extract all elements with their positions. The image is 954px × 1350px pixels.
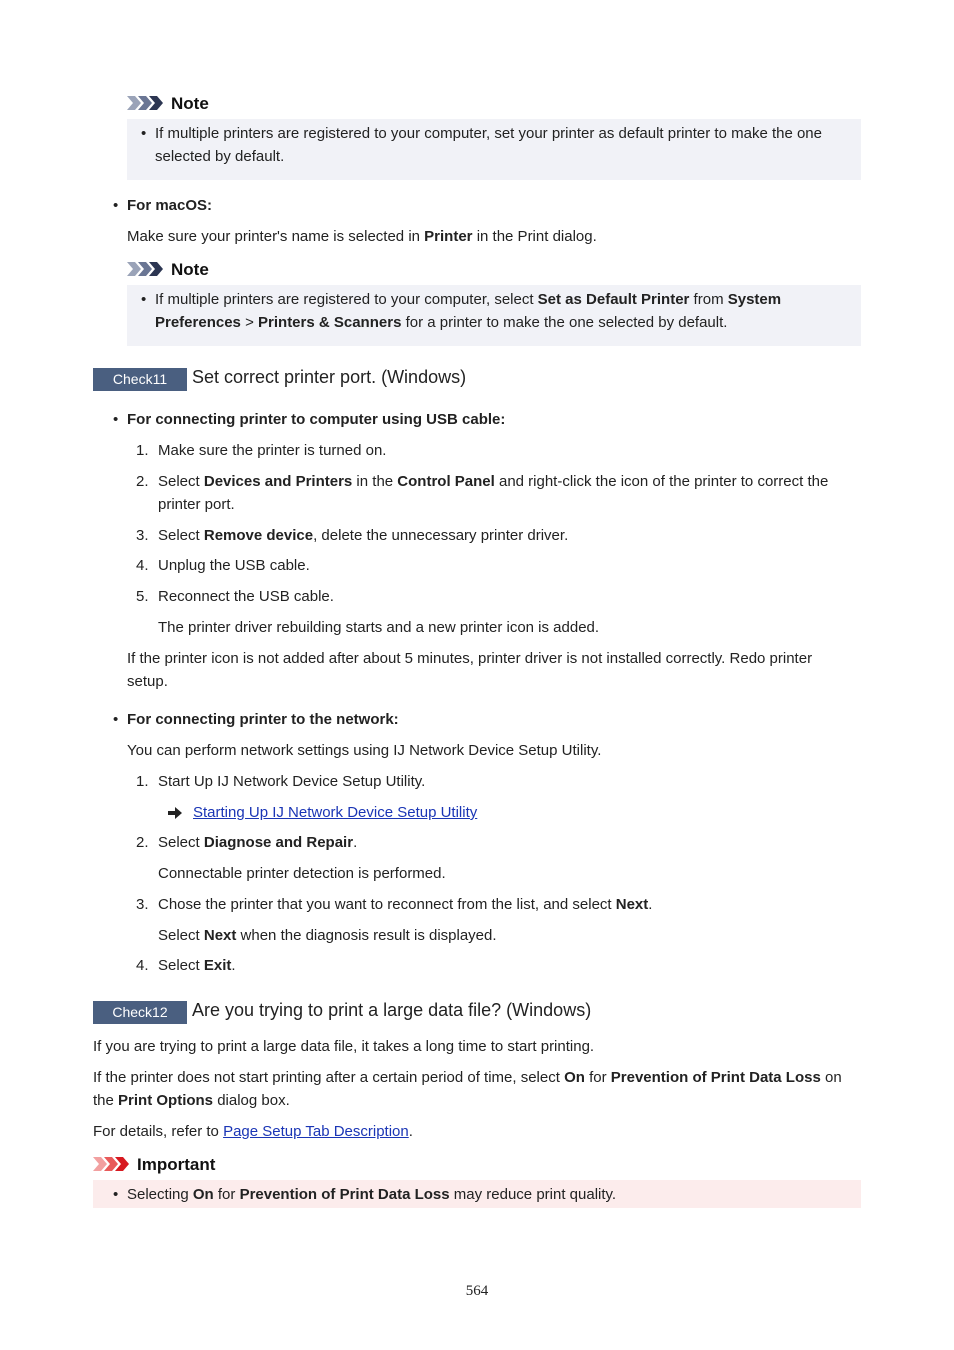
macos-paragraph: Make sure your printer's name is selected in Printer in the Print dialog. <box>127 228 597 245</box>
arrow-right-icon <box>168 807 184 819</box>
setup-utility-link[interactable]: Starting Up IJ Network Device Setup Utility <box>193 804 478 821</box>
check12-paragraph-2: If the printer does not start printing after a certain period of time, select On for Prevention of Print Data Loss on the Print Options dialog box. <box>93 1069 842 1109</box>
important-heading <box>93 1153 215 1175</box>
usb-step-1: 1. Make sure the printer is turned on. <box>136 442 387 459</box>
check12-badge: Check12 <box>93 1001 187 1024</box>
note-heading <box>127 258 209 280</box>
note-heading <box>127 92 209 114</box>
page-number: 564 <box>465 1283 489 1299</box>
note-label: Note <box>171 259 209 279</box>
usb-heading: • For connecting printer to computer using USB cable: <box>127 408 505 431</box>
note-box <box>127 285 861 346</box>
important-chevrons-icon <box>93 1156 133 1172</box>
network-heading: • For connecting printer to the network: <box>127 708 399 731</box>
important-item: • Selecting On for Prevention of Print Data Loss may reduce print quality. <box>127 1183 851 1206</box>
check11-title: Set correct printer port. (Windows) <box>192 367 467 387</box>
important-label: Important <box>137 1154 216 1174</box>
net-step-4: 4. Select Exit. <box>136 957 236 974</box>
check11-badge: Check11 <box>93 368 187 391</box>
net-step-2: 2. Select Diagnose and Repair. <box>136 834 358 851</box>
check12-title: Are you trying to print a large data file? (Windows) <box>192 1000 592 1020</box>
check12-paragraph-3: For details, refer to Page Setup Tab Description. <box>93 1123 413 1140</box>
network-intro: You can perform network settings using IJ Network Device Setup Utility. <box>127 742 602 759</box>
note-box <box>127 119 861 180</box>
note-chevrons-icon <box>127 95 167 111</box>
usb-step-4: 4. Unplug the USB cable. <box>136 557 310 574</box>
macos-heading: • For macOS: <box>127 194 212 217</box>
usb-step-3: 3. Select Remove device, delete the unnecessary printer driver. <box>136 527 569 544</box>
net-step-2-result: Connectable printer detection is performed. <box>158 865 446 882</box>
note-chevrons-icon <box>127 261 167 277</box>
note-item: • If multiple printers are registered to your computer, select Set as Default Printer from System Preferences > Printers & Scanners for a printer to make the one selected by default. <box>155 288 851 334</box>
net-step-1-link-row <box>168 801 477 824</box>
net-step-3-result: Select Next when the diagnosis result is displayed. <box>158 927 497 944</box>
check12-paragraph-1: If you are trying to print a large data file, it takes a long time to start printing. <box>93 1038 595 1055</box>
net-step-3: 3. Chose the printer that you want to reconnect from the list, and select Next. <box>136 896 653 913</box>
note-label: Note <box>171 93 209 113</box>
usb-step-2: 2. Select Devices and Printers in the Control Panel and right-click the icon of the printer to correct the printer port. <box>136 473 829 513</box>
usb-after-note: If the printer icon is not added after about 5 minutes, printer driver is not installed correctly. Redo printer setup. <box>127 650 813 690</box>
important-box <box>93 1180 861 1208</box>
usb-step-5: 5. Reconnect the USB cable. <box>136 588 334 605</box>
net-step-1: 1. Start Up IJ Network Device Setup Utility. <box>136 773 426 790</box>
note-item: • If multiple printers are registered to your computer, set your printer as default printer to make the one selected by default. <box>155 122 851 168</box>
page-setup-tab-link[interactable]: Page Setup Tab Description <box>223 1123 409 1140</box>
usb-step-5-result: The printer driver rebuilding starts and a new printer icon is added. <box>158 619 600 636</box>
